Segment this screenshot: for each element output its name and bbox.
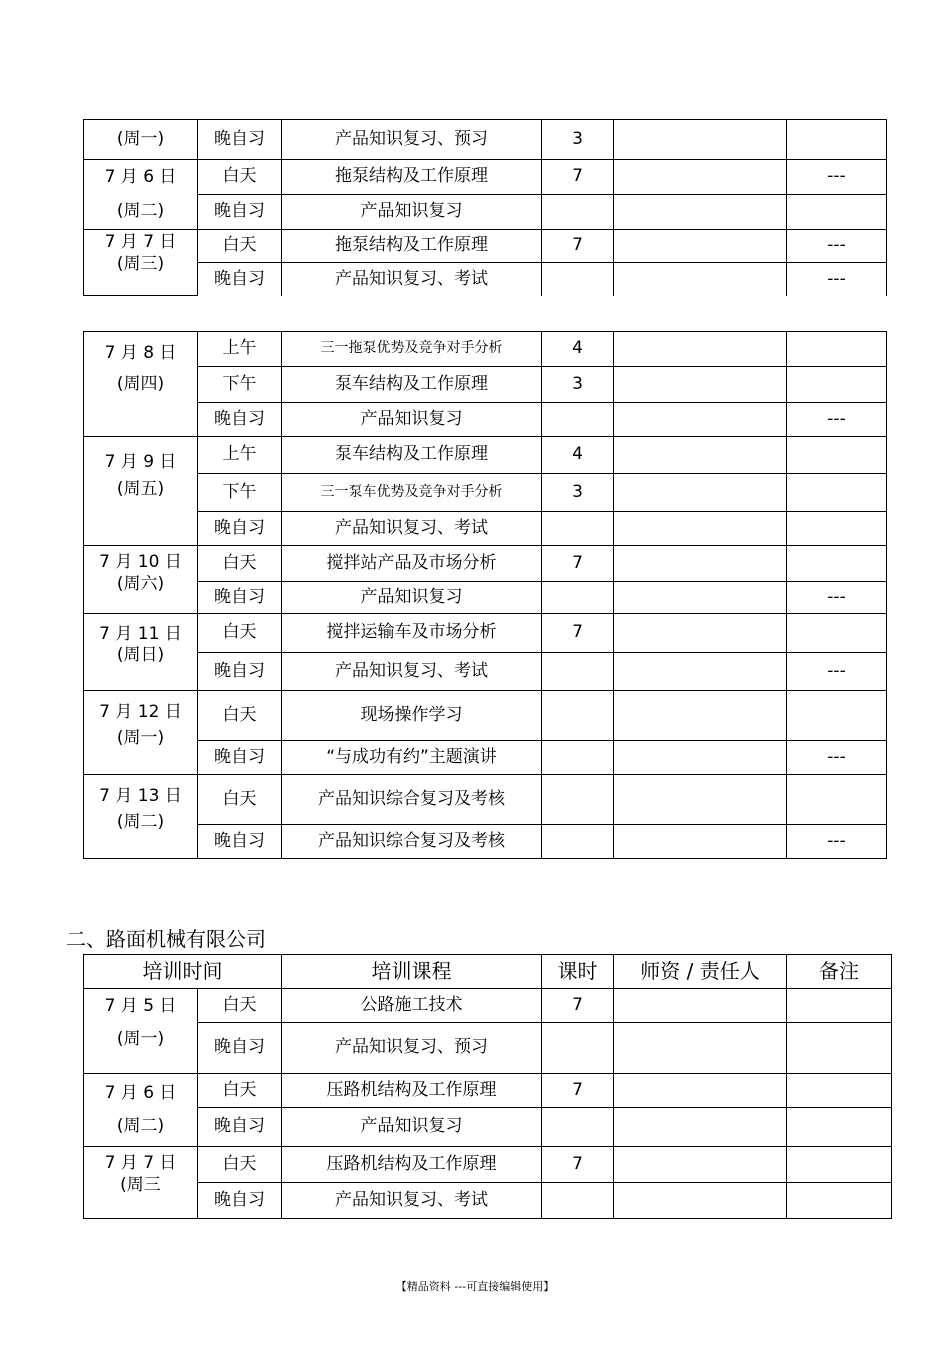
date-cell xyxy=(84,691,198,775)
date: 7 月 7 日 xyxy=(104,1153,177,1174)
period-cell: 晚自习 xyxy=(198,195,282,230)
note-cell xyxy=(787,614,887,653)
hours-cell xyxy=(542,825,614,859)
period-cell: 白天 xyxy=(198,1147,282,1183)
table-row xyxy=(84,1023,892,1074)
date-cell xyxy=(84,120,198,160)
note-cell xyxy=(787,195,887,230)
teacher-cell xyxy=(614,582,787,614)
period-cell: 白天 xyxy=(198,614,282,653)
teacher-cell xyxy=(614,1074,787,1108)
date: 7 月 13 日 xyxy=(99,786,182,807)
table-row xyxy=(84,230,887,263)
date-cell xyxy=(84,332,198,437)
period-cell: 上午 xyxy=(198,332,282,367)
weekday: (周四) xyxy=(116,374,165,394)
date: 7 月 8 日 xyxy=(104,342,177,363)
teacher-cell xyxy=(614,1183,787,1219)
teacher-cell xyxy=(614,512,787,546)
table-row xyxy=(84,1147,892,1183)
course-cell: 现场操作学习 xyxy=(282,691,542,741)
hours-cell xyxy=(542,512,614,546)
header-teacher: 师资 / 责任人 xyxy=(614,955,787,989)
note-cell: --- xyxy=(787,741,887,775)
note-cell xyxy=(787,437,887,474)
section-heading: 二、路面机械有限公司 xyxy=(66,927,266,951)
course-cell: 产品知识复习 xyxy=(282,403,542,437)
hours-cell: 7 xyxy=(542,230,614,263)
teacher-cell xyxy=(614,367,787,403)
hours-cell: 3 xyxy=(542,474,614,512)
hours-cell: 7 xyxy=(542,1074,614,1108)
course-cell: 产品知识复习、考试 xyxy=(282,512,542,546)
note-cell xyxy=(787,691,887,741)
hours-cell: 7 xyxy=(542,546,614,582)
teacher-cell xyxy=(614,653,787,691)
period-cell: 晚自习 xyxy=(198,1023,282,1074)
course-cell: 产品知识复习、预习 xyxy=(282,1023,542,1074)
date-cell xyxy=(84,989,198,1074)
period-cell: 晚自习 xyxy=(198,582,282,614)
note-cell: --- xyxy=(787,160,887,195)
period-cell: 晚自习 xyxy=(198,263,282,296)
date: 7 月 6 日 xyxy=(104,167,177,188)
course-cell: 压路机结构及工作原理 xyxy=(282,1147,542,1183)
date-cell xyxy=(84,614,198,691)
table-row xyxy=(84,367,887,403)
teacher-cell xyxy=(614,1108,787,1147)
hours-cell xyxy=(542,1108,614,1147)
hours-cell: 3 xyxy=(542,367,614,403)
weekday: (周一) xyxy=(116,1029,165,1049)
schedule-table-road-machinery xyxy=(83,954,892,1219)
table-row xyxy=(84,403,887,437)
date: 7 月 6 日 xyxy=(104,1082,177,1103)
table-row xyxy=(84,691,887,741)
note-cell xyxy=(787,474,887,512)
hours-cell: 7 xyxy=(542,989,614,1023)
table-row xyxy=(84,195,887,230)
hours-cell xyxy=(542,403,614,437)
table-row xyxy=(84,512,887,546)
note-cell: --- xyxy=(787,582,887,614)
header-training-time: 培训时间 xyxy=(84,955,282,989)
course-cell: 拖泵结构及工作原理 xyxy=(282,230,542,263)
teacher-cell xyxy=(614,195,787,230)
header-note: 备注 xyxy=(787,955,892,989)
date-cell xyxy=(84,1147,198,1219)
weekday: (周六) xyxy=(116,573,165,594)
course-cell: 泵车结构及工作原理 xyxy=(282,437,542,474)
hours-cell xyxy=(542,741,614,775)
table-row xyxy=(84,474,887,512)
teacher-cell xyxy=(614,775,787,825)
course-cell: 产品知识复习 xyxy=(282,1108,542,1147)
footer-note: 【精品资料 ---可直接编辑使用】 xyxy=(395,1280,555,1293)
table-row xyxy=(84,1108,892,1147)
teacher-cell xyxy=(614,230,787,263)
hours-cell xyxy=(542,1023,614,1074)
period-cell: 晚自习 xyxy=(198,1183,282,1219)
teacher-cell xyxy=(614,614,787,653)
table-row xyxy=(84,546,887,582)
course-cell: 压路机结构及工作原理 xyxy=(282,1074,542,1108)
hours-cell xyxy=(542,653,614,691)
note-cell xyxy=(787,1108,892,1147)
weekday: (周日) xyxy=(116,645,165,665)
date: 7 月 10 日 xyxy=(99,552,182,573)
table-row xyxy=(84,1074,892,1108)
date-cell xyxy=(84,1074,198,1147)
course-cell: 产品知识复习 xyxy=(282,195,542,230)
table-row xyxy=(84,160,887,195)
teacher-cell xyxy=(614,825,787,859)
course-cell: 产品知识复习、考试 xyxy=(282,1183,542,1219)
table-row xyxy=(84,825,887,859)
weekday: (周三) xyxy=(116,253,165,274)
note-cell: --- xyxy=(787,230,887,263)
course-cell: 三一拖泵优势及竞争对手分析 xyxy=(282,332,542,367)
period-cell: 白天 xyxy=(198,775,282,825)
header-hours: 课时 xyxy=(542,955,614,989)
period-cell: 白天 xyxy=(198,546,282,582)
period-cell: 晚自习 xyxy=(198,825,282,859)
teacher-cell xyxy=(614,741,787,775)
note-cell xyxy=(787,1147,892,1183)
weekday: (周二) xyxy=(116,200,165,221)
hours-cell: 3 xyxy=(542,120,614,160)
period-cell: 白天 xyxy=(198,230,282,263)
teacher-cell xyxy=(614,332,787,367)
weekday: (周二) xyxy=(116,1116,165,1136)
period-cell: 白天 xyxy=(198,160,282,195)
course-cell: 产品知识复习 xyxy=(282,582,542,614)
weekday: (周三 xyxy=(120,1174,161,1195)
table-row xyxy=(84,582,887,614)
hours-cell: 7 xyxy=(542,614,614,653)
teacher-cell xyxy=(614,437,787,474)
period-cell: 下午 xyxy=(198,474,282,512)
table-header-row xyxy=(84,955,892,989)
note-cell xyxy=(787,546,887,582)
course-cell: 搅拌运输车及市场分析 xyxy=(282,614,542,653)
period-cell: 晚自习 xyxy=(198,512,282,546)
table-row xyxy=(84,120,887,160)
date-cell xyxy=(84,160,198,230)
hours-cell: 7 xyxy=(542,1147,614,1183)
header-course: 培训课程 xyxy=(282,955,542,989)
table-row xyxy=(84,614,887,653)
period-cell: 晚自习 xyxy=(198,653,282,691)
date-cell xyxy=(84,775,198,859)
note-cell xyxy=(787,989,892,1023)
weekday: (周一) xyxy=(116,128,165,149)
table-row xyxy=(84,989,892,1023)
teacher-cell xyxy=(614,120,787,160)
teacher-cell xyxy=(614,691,787,741)
hours-cell: 7 xyxy=(542,160,614,195)
date: 7 月 11 日 xyxy=(99,623,182,644)
hours-cell xyxy=(542,1183,614,1219)
hours-cell: 4 xyxy=(542,332,614,367)
date-cell xyxy=(84,230,198,296)
period-cell: 晚自习 xyxy=(198,403,282,437)
weekday: (周一) xyxy=(116,727,165,748)
hours-cell xyxy=(542,691,614,741)
teacher-cell xyxy=(614,263,787,296)
period-cell: 晚自习 xyxy=(198,120,282,160)
weekday: (周二) xyxy=(116,811,165,832)
course-cell: “与成功有约”主题演讲 xyxy=(282,741,542,775)
course-cell: 公路施工技术 xyxy=(282,989,542,1023)
table-row xyxy=(84,775,887,825)
course-cell: 产品知识综合复习及考核 xyxy=(282,825,542,859)
table-row xyxy=(84,1183,892,1219)
note-cell xyxy=(787,1183,892,1219)
teacher-cell xyxy=(614,989,787,1023)
table-row xyxy=(84,653,887,691)
date: 7 月 9 日 xyxy=(104,451,177,472)
teacher-cell xyxy=(614,1023,787,1074)
hours-cell xyxy=(542,263,614,296)
period-cell: 晚自习 xyxy=(198,1108,282,1147)
teacher-cell xyxy=(614,546,787,582)
teacher-cell xyxy=(614,1147,787,1183)
date: 7 月 7 日 xyxy=(104,232,177,253)
note-cell xyxy=(787,775,887,825)
period-cell: 白天 xyxy=(198,1074,282,1108)
period-cell: 上午 xyxy=(198,437,282,474)
note-cell: --- xyxy=(787,403,887,437)
note-cell: --- xyxy=(787,825,887,859)
note-cell: --- xyxy=(787,653,887,691)
course-cell: 三一泵车优势及竞争对手分析 xyxy=(282,474,542,512)
note-cell: --- xyxy=(787,263,887,296)
note-cell xyxy=(787,1023,892,1074)
hours-cell xyxy=(542,775,614,825)
period-cell: 白天 xyxy=(198,989,282,1023)
note-cell xyxy=(787,120,887,160)
course-cell: 产品知识复习、预习 xyxy=(282,120,542,160)
hours-cell: 4 xyxy=(542,437,614,474)
date-cell xyxy=(84,437,198,546)
table-row xyxy=(84,263,887,296)
course-cell: 泵车结构及工作原理 xyxy=(282,367,542,403)
weekday: (周五) xyxy=(116,479,165,499)
schedule-table xyxy=(83,331,887,859)
course-cell: 拖泵结构及工作原理 xyxy=(282,160,542,195)
date: 7 月 5 日 xyxy=(104,995,177,1016)
table-row xyxy=(84,332,887,367)
hours-cell xyxy=(542,195,614,230)
note-cell xyxy=(787,512,887,546)
date: 7 月 12 日 xyxy=(99,702,182,723)
period-cell: 下午 xyxy=(198,367,282,403)
note-cell xyxy=(787,367,887,403)
teacher-cell xyxy=(614,160,787,195)
teacher-cell xyxy=(614,474,787,512)
schedule-table-continued xyxy=(83,119,887,296)
hours-cell xyxy=(542,582,614,614)
table-row xyxy=(84,437,887,474)
table-row xyxy=(84,741,887,775)
period-cell: 白天 xyxy=(198,691,282,741)
course-cell: 产品知识复习、考试 xyxy=(282,263,542,296)
course-cell: 搅拌站产品及市场分析 xyxy=(282,546,542,582)
note-cell xyxy=(787,1074,892,1108)
teacher-cell xyxy=(614,403,787,437)
course-cell: 产品知识复习、考试 xyxy=(282,653,542,691)
note-cell xyxy=(787,332,887,367)
date-cell xyxy=(84,546,198,614)
course-cell: 产品知识综合复习及考核 xyxy=(282,775,542,825)
period-cell: 晚自习 xyxy=(198,741,282,775)
